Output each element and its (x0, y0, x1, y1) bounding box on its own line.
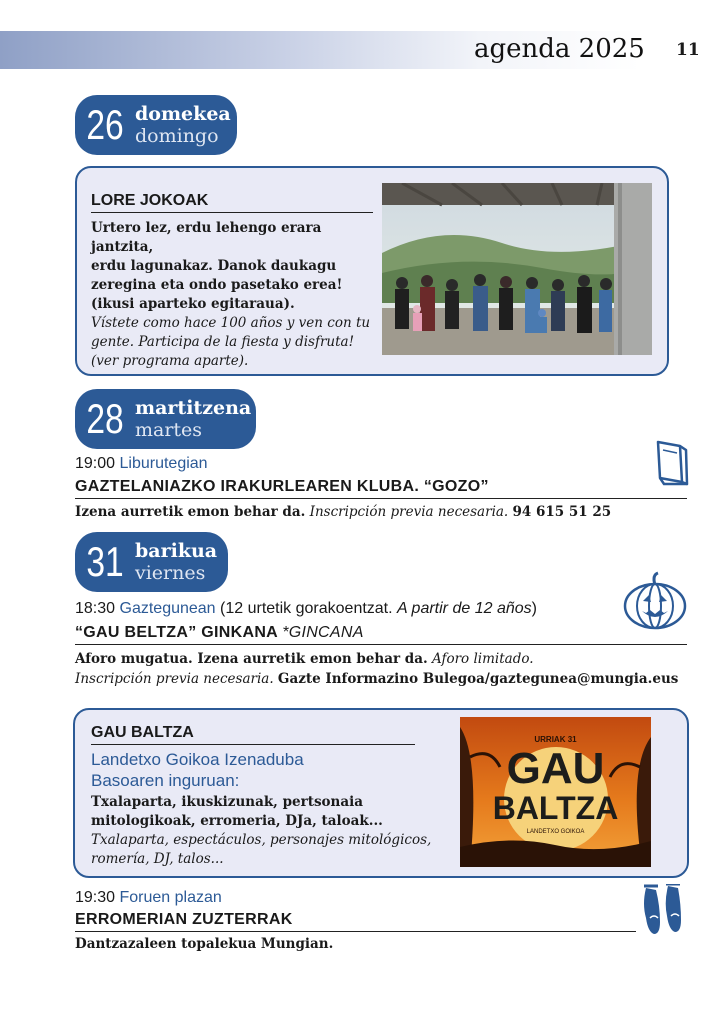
event-time: 19:00 (75, 455, 116, 472)
day-number: 26 (86, 101, 124, 148)
lore-jokoak-box (75, 166, 669, 376)
contact-info: Gazte Informazino Bulegoa/gaztegunea@mungia.eus (277, 671, 679, 687)
gau-baltza-title: GAU BALTZA (91, 724, 415, 745)
page-number: 11 (676, 40, 700, 60)
ginkana-time-line (75, 600, 537, 618)
day-name-es: domingo (135, 125, 219, 147)
lore-eu-line: erdu lagunakaz. Danok daukagu (91, 258, 337, 274)
ginkana-title-es: *GINCANA (282, 624, 364, 641)
event-time: 18:30 (75, 600, 116, 617)
age-close: ) (531, 600, 537, 617)
info-eu: Izena aurretik emon behar da. (75, 504, 306, 520)
date-badge-31 (75, 532, 228, 592)
poster-word-gau: GAU (506, 744, 605, 793)
lore-eu-line: (ikusi aparteko egitaraua). (91, 296, 295, 312)
club-time-line (75, 455, 208, 473)
event-time: 19:30 (75, 889, 116, 906)
day-name-eu: domekea (135, 103, 231, 125)
event-place: Liburutegian (119, 455, 208, 472)
day-name-eu: barikua (135, 540, 218, 562)
age-es: A partir de 12 años (397, 600, 532, 617)
lore-es-line: gente. Participa de la fiesta y disfruta! (91, 334, 355, 350)
club-info (75, 502, 611, 522)
info-es: Aforo limitado. (431, 651, 534, 667)
day-name-es: viernes (135, 562, 206, 584)
book-icon (652, 438, 690, 488)
ginkana-title: “GAU BELTZA” GINKANA (75, 624, 278, 641)
ginkana-title-row (75, 624, 687, 645)
page-title: agenda 2025 (474, 34, 645, 64)
gau-baltza-es-line: Txalaparta, espectáculos, personajes mitológicos, (91, 832, 432, 848)
lore-eu-line: Urtero lez, erdu lehengo erara jantzita, (91, 220, 322, 255)
info-es: Inscripción previa necesaria. (309, 504, 509, 520)
gau-baltza-es-line: romería, DJ, talos... (91, 851, 224, 867)
age-eu: (12 urtetik gorakoentzat. (220, 600, 393, 617)
date-badge-28 (75, 389, 256, 449)
poster-venue: LANDETXO GOIKOA (526, 829, 585, 835)
info-eu: Dantzazaleen topalekua Mungian. (75, 936, 334, 952)
day-name-es: martes (135, 419, 203, 441)
event-place: Foruen plazan (119, 889, 222, 906)
gau-baltza-eu-line: Txalaparta, ikuskizunak, pertsonaia (91, 794, 363, 810)
day-number: 31 (86, 538, 124, 585)
lore-title: LORE JOKOAK (91, 192, 373, 213)
gau-baltza-poster (460, 717, 651, 867)
day-name-eu: martitzena (135, 397, 252, 419)
gau-baltza-subtitle: Basoaren inguruan: (91, 771, 240, 790)
lore-es-line: Vístete como hace 100 años y ven con tu (91, 315, 371, 331)
ballet-shoes-icon (640, 884, 688, 938)
gau-baltza-eu-line: mitologikoak, erromeria, DJa, taloak... (91, 813, 383, 829)
lore-es-line: (ver programa aparte). (91, 353, 249, 369)
phone-number: 94 615 51 25 (512, 504, 612, 520)
info-eu: Aforo mugatua. Izena aurretik emon behar da. (75, 651, 428, 667)
club-title: GAZTELANIAZKO IRAKURLEAREN KLUBA. “GOZO” (75, 478, 687, 499)
day-number: 28 (86, 395, 124, 442)
poster-word-baltza: BALTZA (492, 790, 619, 826)
date-badge-26 (75, 95, 237, 155)
poster-date: URRIAK 31 (534, 735, 577, 744)
pumpkin-icon (622, 571, 688, 631)
info-es: Inscripción previa necesaria. (75, 671, 274, 687)
lore-eu-line: zeregina eta ondo pasetako erea! (91, 277, 343, 293)
event-place: Gaztegunean (119, 600, 216, 617)
folk-festival-painting (382, 183, 652, 355)
erromeria-title: ERROMERIAN ZUZTERRAK (75, 911, 636, 932)
gau-baltza-box (73, 708, 689, 878)
erromeria-info (75, 934, 333, 954)
erromeria-time-line (75, 889, 222, 907)
ginkana-info (75, 649, 715, 689)
gau-baltza-subtitle: Landetxo Goikoa Izenaduba (91, 750, 304, 769)
